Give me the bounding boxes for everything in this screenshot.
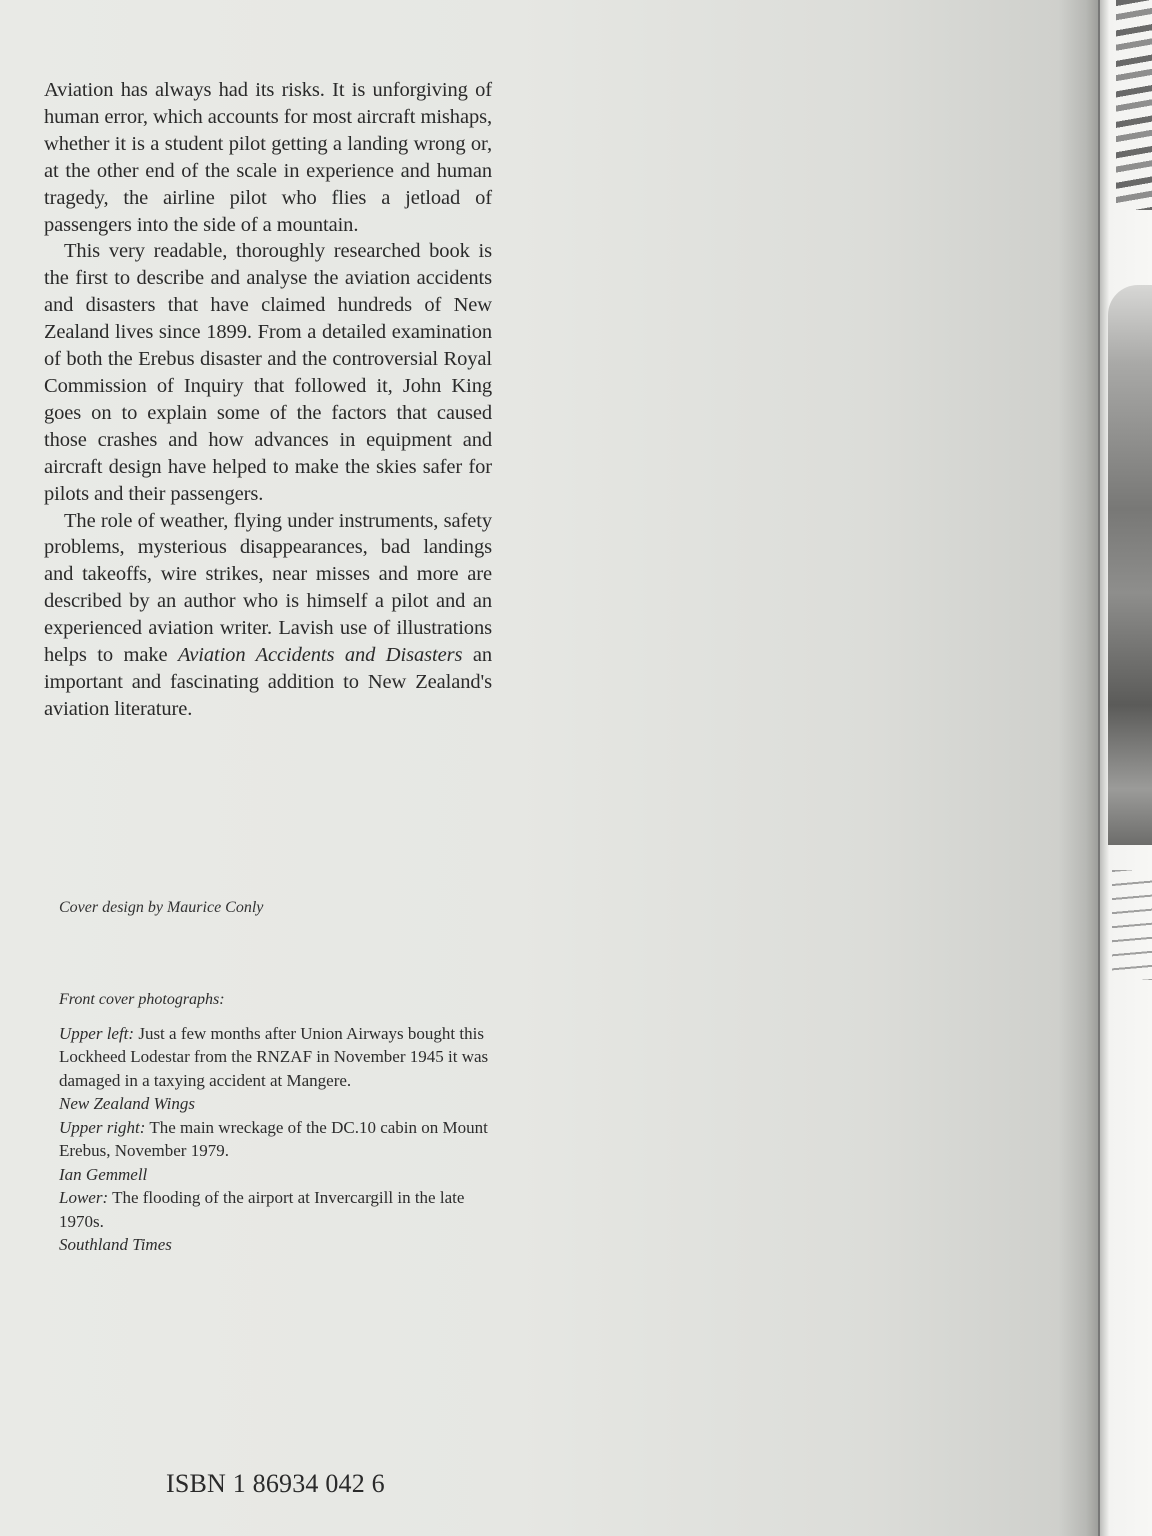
credit-source: Ian Gemmell (59, 1164, 148, 1184)
credit-upper-left (59, 1022, 499, 1093)
page-edge-shadow (1058, 0, 1098, 1536)
credit-upper-right (59, 1116, 499, 1163)
blurb-paragraph-3-end: an important and fascinating addition to New Zealand's aviation literature. (44, 644, 492, 720)
credit-label: Upper right: (59, 1117, 146, 1137)
credit-source: Southland Times (59, 1235, 172, 1254)
blurb-text (44, 77, 492, 723)
credit-caption: The flooding of the airport at Invercargill in the late 1970s. (59, 1188, 465, 1231)
blurb-paragraph-3-start: The role of weather, flying under instruments, safety problems, mysterious disappearances, bad landings and takeoffs, wire strikes, near misses and more are described by an author who is himself a pilot and an experienced aviation writer. Lavish use of illustrations helps to make (44, 509, 492, 667)
blurb-paragraph-1: Aviation has always had its risks. It is unforgiving of human error, which accounts for most aircraft mishaps, whether it is a student pilot getting a landing wrong or, at the other end of the scale in experience and human tragedy, the airline pilot who flies a jetload of passengers into the side of a mountain. (44, 79, 492, 236)
book-title-italic: Aviation Accidents and Disasters (177, 644, 463, 667)
adjacent-page-edge (1098, 0, 1152, 1536)
credit-caption: The main wreckage of the DC.10 cabin on Mount Erebus, November 1979. (59, 1117, 488, 1160)
blurb-paragraph-2: This very readable, thoroughly researched book is the first to describe and analyse the aviation accidents and disasters that have claimed hundreds of New Zealand lives since 1899. From a detailed examination of both the Erebus disaster and the controversial Royal Commission of Inquiry that followed it, John King goes on to explain some of the factors that caused those crashes and how advances in equipment and aircraft design have helped to make the skies safer for pilots and their passengers. (44, 240, 492, 505)
adjacent-title-fragment (1116, 0, 1152, 210)
isbn-number: ISBN 1 86934 042 6 (166, 1469, 385, 1498)
photo-credits-heading: Front cover photographs: (59, 991, 225, 1008)
adjacent-caption-fragment (1112, 870, 1152, 980)
credit-label: Lower: (59, 1188, 109, 1207)
credit-label: Upper left: (59, 1023, 135, 1043)
credit-source: New Zealand Wings (59, 1094, 196, 1113)
credit-lower (59, 1186, 499, 1233)
photo-credits (59, 988, 499, 1257)
credit-caption: Just a few months after Union Airways bought this Lockheed Lodestar from the RNZAF in November 1945 it was damaged in a taxying accident at Mangere. (59, 1023, 489, 1090)
blurb-paragraph-3 (44, 508, 492, 723)
cover-design-credit: Cover design by Maurice Conly (59, 899, 264, 916)
adjacent-aircraft-photo (1108, 285, 1152, 845)
